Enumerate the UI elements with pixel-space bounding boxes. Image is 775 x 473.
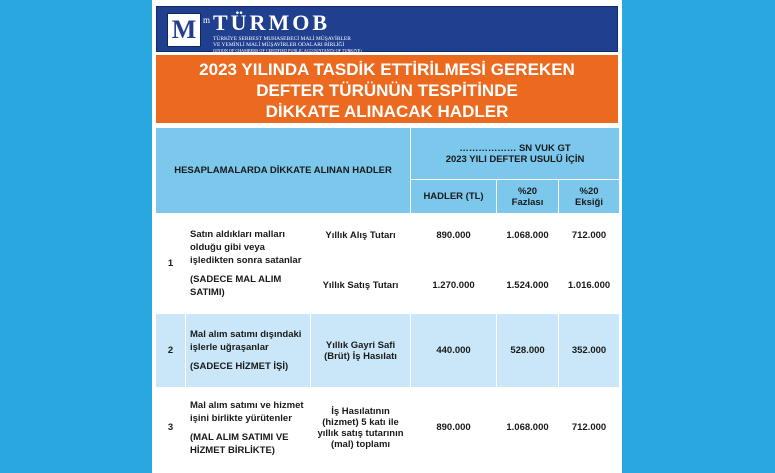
title-banner: [156, 55, 618, 123]
turmob-logo-icon: M: [167, 13, 201, 47]
row-description: [186, 314, 311, 388]
brand-name: TÜRMOB: [213, 10, 330, 35]
row-description: [186, 214, 311, 314]
header-criteria: HESAPLAMALARDA DİKKATE ALINAN HADLER: [156, 128, 411, 214]
row-eksik-value: 1.016.000: [559, 258, 620, 314]
document-card: [152, 0, 622, 473]
thresholds-table: [155, 127, 620, 468]
row-hadler-value: 890.000: [411, 214, 497, 258]
row-note: (SADECE MAL ALIM SATIMI): [190, 274, 282, 298]
row-fazla-value: 1.524.000: [497, 258, 559, 314]
header-gt-line-1: ……………… SN VUK GT: [459, 142, 571, 154]
table-row: [156, 214, 620, 258]
row-criteria-label: Yıllık Gayri Safi (Brüt) İş Hasılatı: [311, 314, 411, 388]
org-line-1: TÜRKİYE SERBEST MUHASEBECİ MALİ MÜŞAVİRLER: [213, 36, 351, 42]
row-number: 1: [156, 214, 186, 314]
row-eksik-value: 352.000: [559, 314, 620, 388]
row-number: 3: [156, 388, 186, 468]
header-gt: [411, 128, 620, 180]
row-eksik-value: 712.000: [559, 214, 620, 258]
row-hadler-value: 440.000: [411, 314, 497, 388]
table-row: [156, 388, 620, 468]
row-criteria-label: Yıllık Alış Tutarı: [311, 214, 411, 258]
header-fazla-label: Fazlası: [511, 196, 544, 208]
org-line-2: VE YEMİNLİ MALİ MÜŞAVİRLER ODALARI BİRLİĞİ: [213, 42, 345, 48]
row-fazla-value: 1.068.000: [497, 214, 559, 258]
row-fazla-value: 528.000: [497, 314, 559, 388]
header-fazla-pct: %20: [518, 185, 538, 197]
row-criteria-label: Yıllık Satış Tutarı: [311, 258, 411, 314]
header-fazla: [497, 180, 559, 214]
logo-superscript: m: [203, 15, 211, 25]
row-hadler-value: 1.270.000: [411, 258, 497, 314]
header-gt-line-2: 2023 YILI DEFTER USULÜ İÇİN: [445, 153, 585, 165]
header-eksik-label: Eksiği: [575, 196, 604, 208]
row-description-text: Satın aldıkları malları olduğu gibi veya işledikten sonra satanlar: [190, 229, 302, 266]
header-eksik: [559, 180, 620, 214]
turmob-header: [156, 6, 618, 52]
row-note: (SADECE HİZMET İŞİ): [190, 361, 289, 372]
table-row: [156, 314, 620, 388]
row-criteria-label: İş Hasılatının (hizmet) 5 katı ile yıllık satış tutarının (mal) toplamı: [311, 388, 411, 468]
title-line-2: DEFTER TÜRÜNÜN TESPİTİNDE: [256, 81, 518, 100]
org-line-3: (UNION OF CHAMBERS OF CERTIFIED PUBLIC ACCOUNTANTS OF TURKIYE): [213, 48, 362, 53]
row-description: [186, 388, 311, 468]
row-hadler-value: 890.000: [411, 388, 497, 468]
header-hadler: HADLER (TL): [411, 180, 497, 214]
row-number: 2: [156, 314, 186, 388]
header-eksik-pct: %20: [579, 185, 599, 197]
row-eksik-value: 712.000: [559, 388, 620, 468]
title-line-3: DİKKATE ALINACAK HADLER: [265, 102, 509, 121]
row-description-text: Mal alım satımı ve hizmet işini birlikte yürütenler: [190, 399, 304, 424]
row-note: (MAL ALIM SATIMI VE HİZMET BİRLİKTE): [190, 431, 289, 456]
row-description-text: Mal alım satımı dışındaki işlerle uğraşanlar: [190, 329, 302, 353]
row-fazla-value: 1.068.000: [497, 388, 559, 468]
title-line-1: 2023 YILINDA TASDİK ETTİRİLMESİ GEREKEN: [199, 60, 575, 79]
